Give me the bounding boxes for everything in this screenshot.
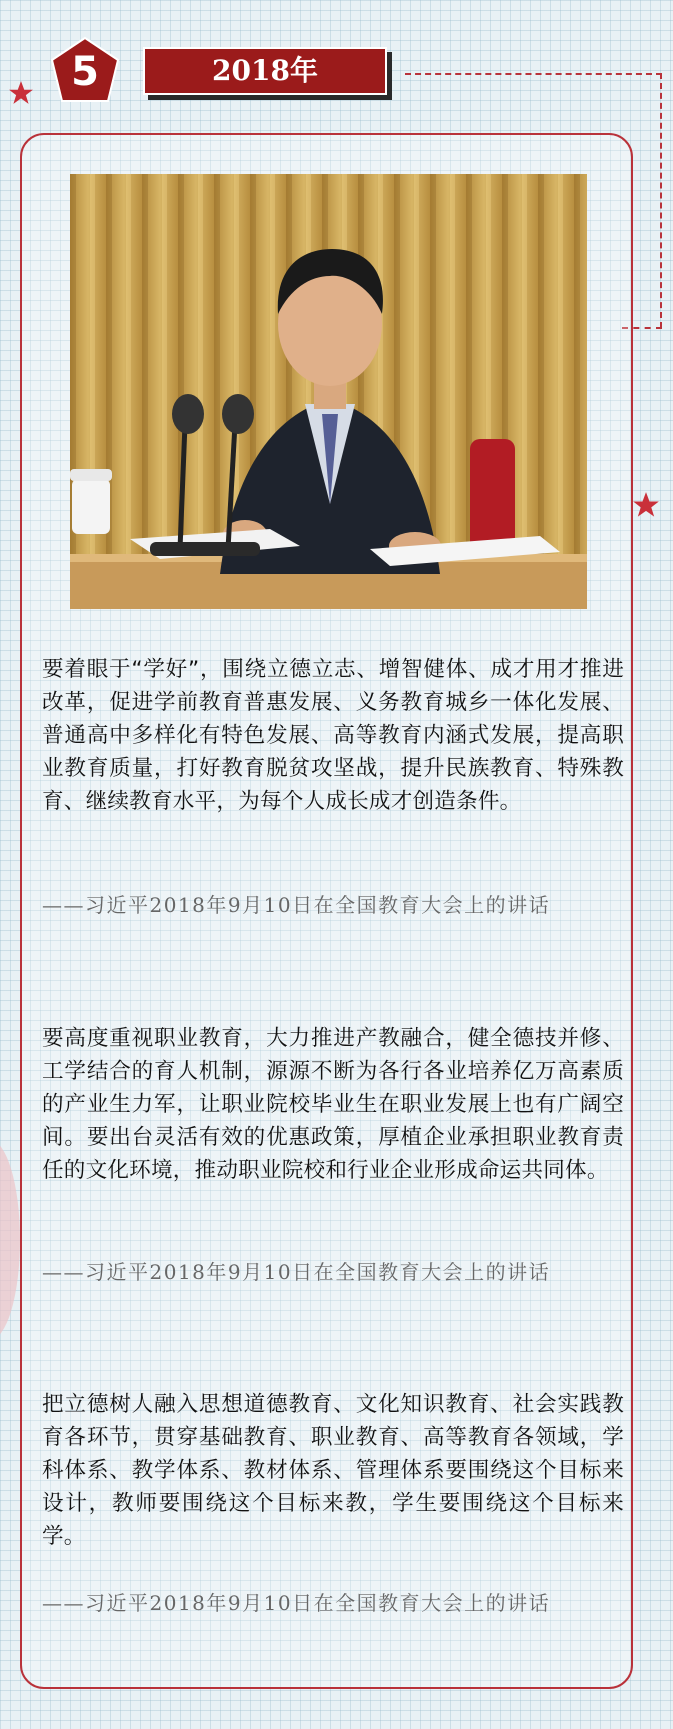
dashed-connector bbox=[660, 73, 662, 328]
dashed-connector bbox=[405, 73, 662, 75]
star-icon bbox=[8, 80, 34, 106]
quote-text: 要着眼于“学好”，围绕立德立志、增智健体、成才用才推进改革，促进学前教育普惠发展、义务教育城乡一体化发展、普通高中多样化有特色发展、高等教育内涵式发展，提高职业教育质量，打好教育脱贫攻坚战，提升民族教育、特殊教育、继续教育水平，为每个人成长成才创造条件。 bbox=[42, 657, 624, 814]
portrait-photo bbox=[70, 174, 587, 609]
quote-text: 要高度重视职业教育，大力推进产教融合，健全德技并修、工学结合的育人机制，源源不断为各行各业培养亿万高素质的产业生力军，让职业院校毕业生在职业发展上也有广阔空间。要出台灵活有效的优惠政策，厚植企业承担职业教育责任的文化环境，推动职业院校和行业企业形成命运共同体。 bbox=[42, 1026, 624, 1183]
decorative-shape bbox=[0, 1140, 20, 1340]
quote-source: ——习近平2018年9月10日在全国教育大会上的讲话 bbox=[42, 1260, 551, 1284]
quote-source: ——习近平2018年9月10日在全国教育大会上的讲话 bbox=[42, 893, 551, 917]
section-number: 5 bbox=[71, 49, 99, 95]
star-icon bbox=[632, 491, 660, 519]
year-banner: 2018年 bbox=[143, 47, 387, 95]
quote-source: ——习近平2018年9月10日在全国教育大会上的讲话 bbox=[42, 1591, 551, 1615]
portrait-photo-icon bbox=[70, 174, 587, 609]
quote-text: 把立德树人融入思想道德教育、文化知识教育、社会实践教育各环节，贯穿基础教育、职业教育、高等教育各领域，学科体系、教学体系、教材体系、管理体系要围绕这个目标来设计，教师要围绕这个目标来教，学生要围绕这个目标来学。 bbox=[42, 1392, 624, 1549]
